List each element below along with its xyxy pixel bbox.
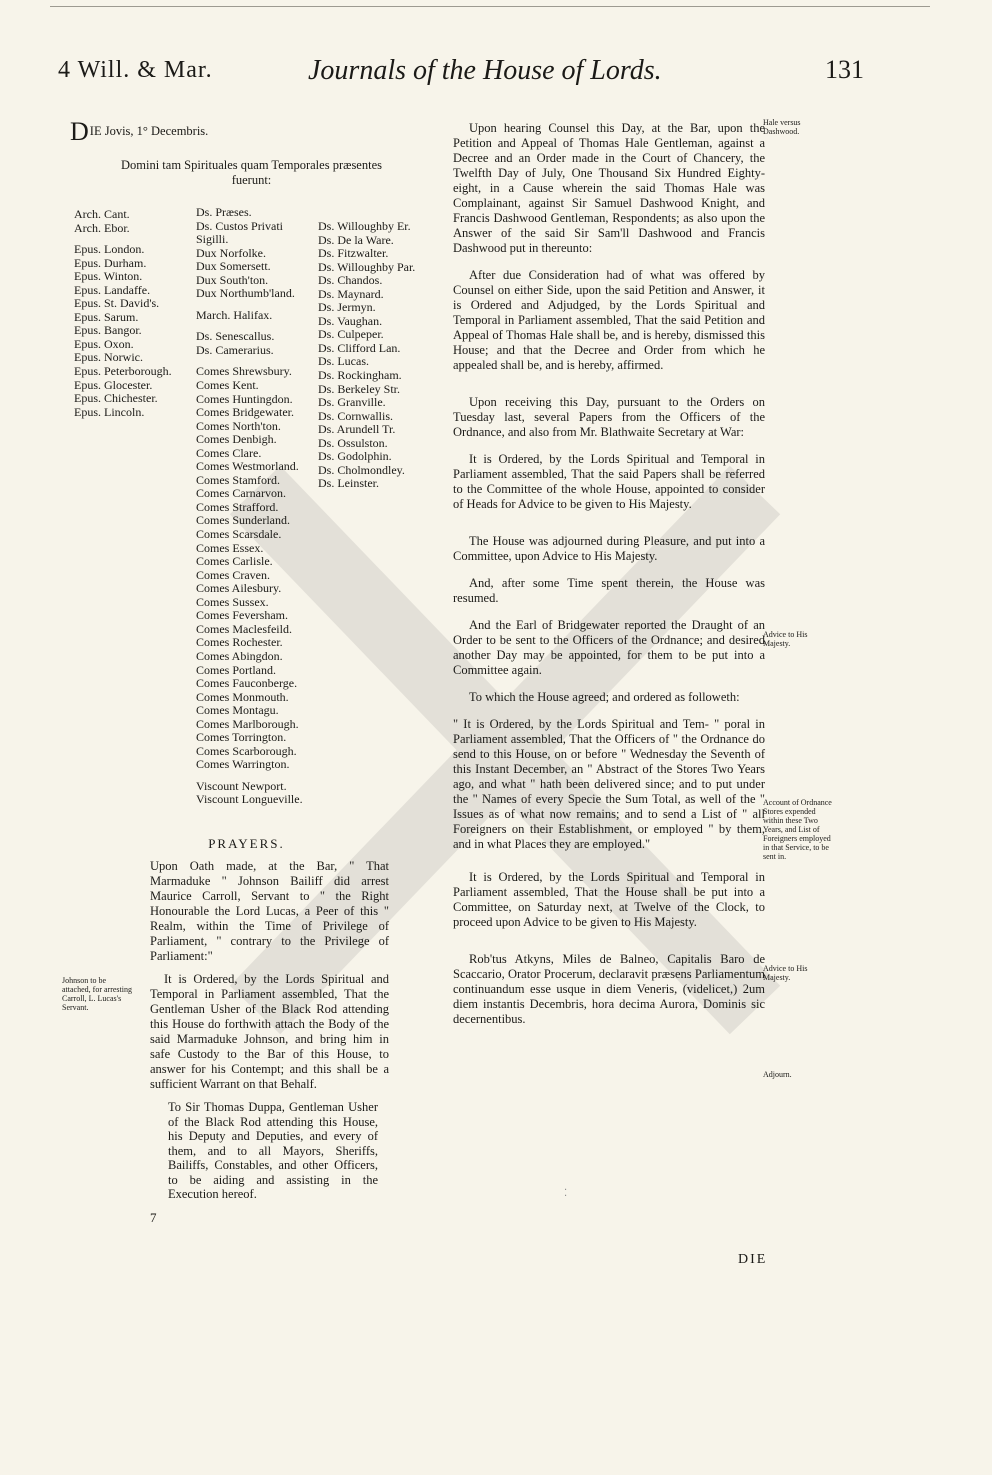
attendee-entry: Comes Scarsdale. xyxy=(196,527,282,542)
attendee-entry: Comes Ailesbury. xyxy=(196,581,282,596)
attendee-entry: Comes Clare. xyxy=(196,445,262,460)
attendee-entry: Comes Shrewsbury. xyxy=(196,364,292,379)
attendee-entry: Epus. Peterborough. xyxy=(74,364,172,379)
attendee-entry: Comes Feversham. xyxy=(196,608,288,623)
attendee-entry: Ds. De la Ware. xyxy=(318,232,394,247)
attendee-entry: Dux Norfolke. xyxy=(196,245,266,260)
attendee-entry: Comes Carnarvon. xyxy=(196,486,286,501)
attendee-entry: Ds. Custos Privati xyxy=(196,218,284,233)
left-column xyxy=(70,117,416,1225)
papers-order: It is Ordered, by the Lords Spiritual and Temporal in Parliament assembled, That the said Papers shall be referred to the Committee of the whole House, appointed to consider of Heads for Advice to be given to His Majesty. xyxy=(453,452,765,511)
attendee-entry: Ds. Berkeley Str. xyxy=(318,381,400,396)
top-rule xyxy=(50,6,930,7)
present-heading: Domini tam Spirituales quam Temporales præsentes fuerunt: xyxy=(120,158,382,187)
committee-entry: The House was adjourned during Pleasure, and put into a Committee, upon Advice to His Majesty. xyxy=(453,534,765,563)
regnal-year: 4 Will. & Mar. xyxy=(58,57,213,83)
johnson-block xyxy=(150,859,389,1225)
agreed-entry: To which the House agreed; and ordered as followeth: xyxy=(469,690,740,704)
attendee-entry: Comes Abingdon. xyxy=(196,648,283,663)
attendee-entry: Ds. Præses. xyxy=(196,205,252,219)
attendee-entry: Comes Rochester. xyxy=(196,635,283,650)
attendee-entry: Comes Essex. xyxy=(196,540,264,555)
page-header xyxy=(58,55,864,97)
saturday-order: It is Ordered, by the Lords Spiritual and Temporal in Parliament assembled, That the House shall be put into a Committee, on Saturday next, at Twelve of the Clock, to proceed upon Advice to be given to His Majesty. xyxy=(453,870,765,929)
margin-note-hale: Hale versus Dashwood. xyxy=(763,118,801,136)
attendee-entry: Viscount Longueville. xyxy=(196,792,303,807)
warrant-entry: To Sir Thomas Duppa, Gentleman Usher of the Black Rod attending this House, his Deputy and Deputies, and every of them, and to all Mayors, Sheriffs, Bailiffs, Constables, and other Officers, to be aiding and assisting in the Execution hereof. xyxy=(168,1100,378,1201)
attendee-entry: Ds. Ossulston. xyxy=(318,435,388,450)
attendee-entry: Epus. Winton. xyxy=(74,269,143,284)
attendance-lists xyxy=(74,205,416,836)
attendee-entry: Ds. Culpeper. xyxy=(318,327,384,342)
attendee-entry: Comes Strafford. xyxy=(196,499,279,514)
order-entry: It is Ordered, by the Lords Spiritual and Temporal in Parliament assembled, That the Gentleman Usher of the Black Rod attending this House do forthwith attach the Body of the said Marmaduke Johnson, and bring him in safe Custody to the Bar of this House, to answer for his Contempt; and this shall be a sufficient Warrant on that Behalf. xyxy=(150,972,389,1091)
attendee-entry: Comes Bridgewater. xyxy=(196,405,294,420)
hale-petition: Upon hearing Counsel this Day, at the Bar, upon the Petition and Appeal of Thomas Hale Gentleman, against a Decree and an Order made in the Court of Chancery, the Twelfth Day of July, One Thousand Six Hundred Eighty-eight, in a Cause wherein the said Thomas Hale was Complainant, against Sir Samuel Dashwood Knight, and Francis Dashwood Gentleman, Respondents; as also upon the Answer of the said Sir Sam'll Dashwood and Francis Dashwood put in thereunto: xyxy=(453,121,765,255)
attendee-entry: Arch. Ebor. xyxy=(74,220,130,235)
attendee-entry: Comes Denbigh. xyxy=(196,432,277,447)
attendee-entry: Comes North'ton. xyxy=(196,418,281,433)
attendee-entry: Viscount Newport. xyxy=(196,778,287,793)
attendee-entry: Comes Stamford. xyxy=(196,472,280,487)
attendee-entry: Comes Fauconberge. xyxy=(196,676,298,691)
attendee-entry: Comes Maclesfeild. xyxy=(196,621,292,636)
attendee-entry: Ds. Cornwallis. xyxy=(318,408,393,423)
attendee-entry: Comes Torrington. xyxy=(196,730,287,745)
margin-note-advice-2: Advice to His Majesty. xyxy=(763,964,808,982)
dateline xyxy=(70,117,389,146)
resumed-entry: And, after some Time spent therein, the House was resumed. xyxy=(453,576,765,605)
attendee-entry: Dux South'ton. xyxy=(196,272,269,287)
attendee-entry: Epus. Sarum. xyxy=(74,309,139,324)
attendee-entry: Dux Northumb'land. xyxy=(196,286,295,301)
attendee-entry: Ds. Willoughby Par. xyxy=(318,259,416,274)
attendee-entry: Epus. Chichester. xyxy=(74,391,158,406)
attendee-entry: Epus. St. David's. xyxy=(74,296,160,311)
drop-cap: D xyxy=(70,117,89,146)
attendee-entry: Comes Carlisle. xyxy=(196,554,273,569)
prayers-heading: PRAYERS. xyxy=(208,836,285,851)
attendee-entry: Comes Westmorland. xyxy=(196,459,299,474)
attendee-entry: Ds. Granville. xyxy=(318,395,386,410)
journal-title: Journals of the House of Lords. xyxy=(308,55,662,86)
attendee-entry: Ds. Willoughby Er. xyxy=(318,219,411,233)
attendee-entry: Ds. Lucas. xyxy=(318,354,369,369)
attendee-entry: Comes Huntingdon. xyxy=(196,391,293,406)
attendee-entry: Comes Craven. xyxy=(196,567,270,582)
attendee-entry: Ds. Godolphin. xyxy=(318,449,392,464)
attendee-entry: Comes Marlborough. xyxy=(196,716,299,731)
attendee-entry: Ds. Senescallus. xyxy=(196,329,275,344)
attendee-entry: Ds. Chandos. xyxy=(318,273,383,288)
signature-mark: 7 xyxy=(150,1209,157,1225)
attendee-entry: Comes Kent. xyxy=(196,378,259,393)
attendee-entry: Dux Somersett. xyxy=(196,259,271,274)
attendee-entry: Comes Sussex. xyxy=(196,594,269,609)
attendee-entry: Comes Scarborough. xyxy=(196,743,297,758)
attendee-entry: Epus. Durham. xyxy=(74,255,147,270)
attendee-entry: Epus. Oxon. xyxy=(74,336,134,351)
attendee-entry: Arch. Cant. xyxy=(74,207,130,221)
attendee-entry: Ds. Leinster. xyxy=(318,476,379,491)
attendee-entry: Comes Warrington. xyxy=(196,757,290,772)
attendee-entry: Ds. Jermyn. xyxy=(318,300,376,315)
margin-note-adjourn: Adjourn. xyxy=(763,1070,792,1079)
attendee-entry: Ds. Clifford Lan. xyxy=(318,340,401,355)
attendee-entry: Ds. Camerarius. xyxy=(196,342,274,357)
ordnance-order: " It is Ordered, by the Lords Spiritual and Tem- " poral in Parliament assembled, That the Officers of " the Ordnance do send to this House, on or before " Wednesday the Seventh of this Instant December, an " Abstract of the Stores Two Years ago, and what " hath been delivered since; and to put under the " Names of every Specie the Sum Total, as well of the " Issues as of what now remains; and to send a List of " all Foreigners on their Establishment, or employed " by them, and in what Places they are employed." xyxy=(453,717,765,851)
bishops-list xyxy=(74,208,172,419)
attendee-entry: Ds. Rockingham. xyxy=(318,368,402,383)
barons-list xyxy=(318,220,415,491)
page-number: 131 xyxy=(825,55,864,84)
attendee-entry: Comes Sunderland. xyxy=(196,513,290,528)
attendee-entry: Ds. Fitzwalter. xyxy=(318,246,389,261)
attendee-entry: Comes Portland. xyxy=(196,662,276,677)
attendee-entry: Ds. Cholmondley. xyxy=(318,462,405,477)
attendee-entry: Ds. Vaughan. xyxy=(318,313,383,328)
oath-entry: Upon Oath made, at the Bar, " That Marmaduke " Johnson Bailiff did arrest Maurice Carroll, Servant to " the Right Honourable the Lord Lucas, a Peer of this " Realm, within the Time of Privilege of Parliament, " contrary to the Privilege of Parliament:" xyxy=(150,859,389,963)
right-column xyxy=(453,121,765,1039)
hale-judgment: After due Consideration had of what was offered by Counsel on either Side, upon the said Petition and Answer, it is Ordered and Adjudged, by the Lords Spiritual and Temporal in Parliament assembled, That the said Petition and Appeal of Thomas Hale shall be, and is hereby, dismissed this House; and that the Decree and Order from which he appealed shall be, and is hereby, affirmed. xyxy=(453,268,765,372)
adjournment-entry: Rob'tus Atkyns, Miles de Balneo, Capitalis Baro de Scaccario, Orator Procerum, declaravit præsens Parliamentum continuandum esse usque in diem Veneris, (videlicet,) 2um diem instantis Decembris, hora decima Aurora, Dominis sic decernentibus. xyxy=(453,952,765,1026)
margin-note-ordnance: Account of Ordnance Stores expended within these Two Years, and List of Foreigners employed in that Service, to be sent in. xyxy=(763,798,832,861)
margin-note-johnson: Johnson to be attached, for arresting Carroll, L. Lucas's Servant. xyxy=(62,976,132,1012)
dateline-text: IE Jovis, 1° Decembris. xyxy=(89,124,209,138)
attendee-entry: Sigilli. xyxy=(196,232,229,247)
attendee-entry: Comes Montagu. xyxy=(196,703,279,718)
attendee-entry: Epus. Glocester. xyxy=(74,377,153,392)
attendee-entry: March. Halifax. xyxy=(196,307,273,322)
attendee-entry: Epus. Bangor. xyxy=(74,323,142,338)
attendee-entry: Epus. London. xyxy=(74,242,145,257)
attendee-entry: Epus. Lincoln. xyxy=(74,404,145,419)
margin-note-advice-1: Advice to His Majesty. xyxy=(763,630,808,648)
ordnance-papers: Upon receiving this Day, pursuant to the Orders on Tuesday last, several Papers from the Officers of the Ordnance, and also from Mr. Blathwaite Secretary at War: xyxy=(453,395,765,439)
bridgewater-report: And the Earl of Bridgewater reported the Draught of an Order to be sent to the Officers of the Ordnance; and desired another Day may be appointed, for them to be put into a Committee again. xyxy=(453,618,765,677)
catchword: DIE xyxy=(738,1252,768,1267)
attendee-entry: Ds. Maynard. xyxy=(318,286,384,301)
printer-mark: ⁚ xyxy=(564,1188,568,1199)
attendee-entry: Epus. Landaffe. xyxy=(74,282,151,297)
attendee-entry: Ds. Arundell Tr. xyxy=(318,422,396,437)
attendee-entry: Comes Monmouth. xyxy=(196,689,289,704)
attendee-entry: Epus. Norwic. xyxy=(74,350,143,365)
peers-list xyxy=(196,206,303,807)
